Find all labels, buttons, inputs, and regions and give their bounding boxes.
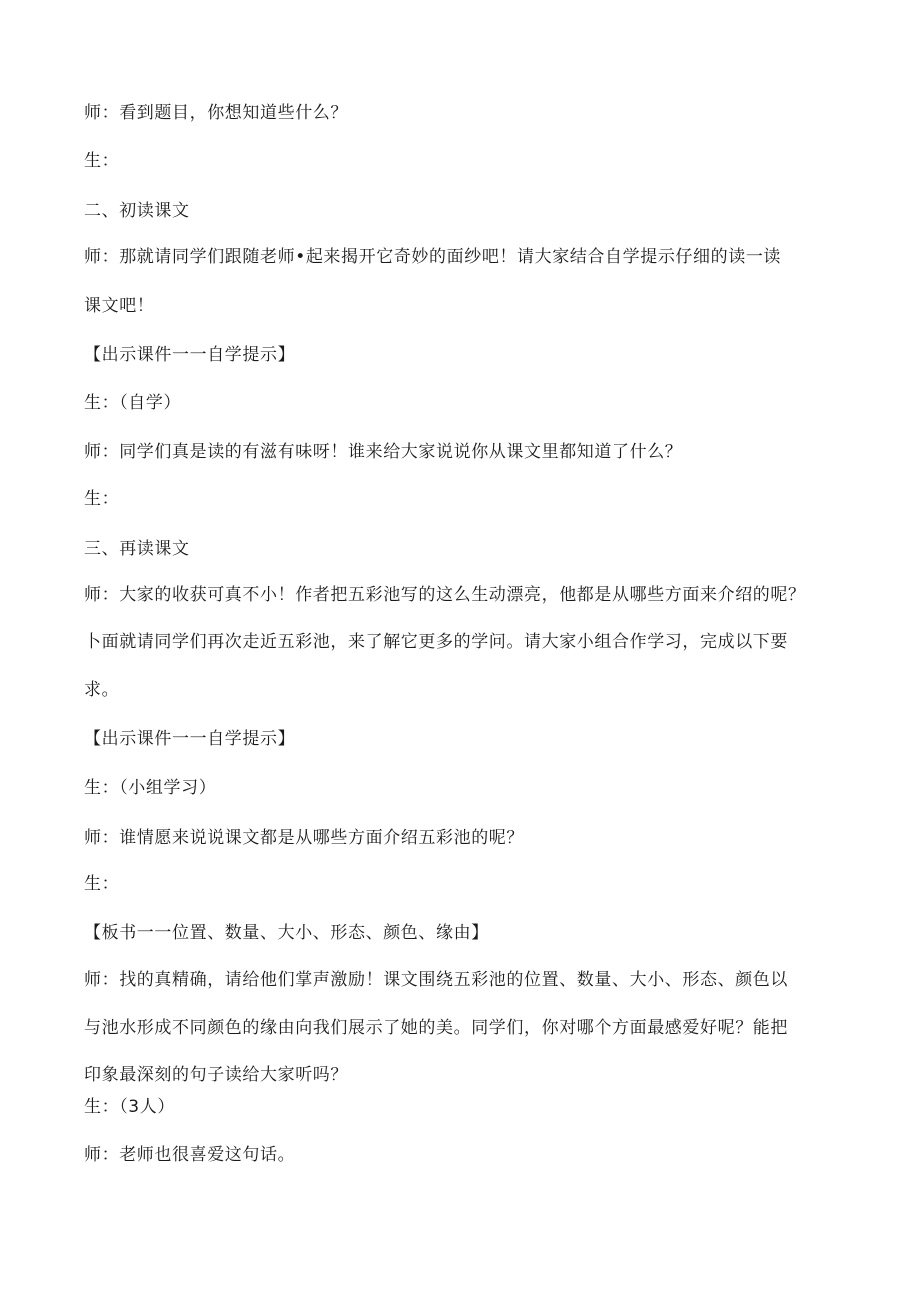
text-line: 【出示课件一一自学提示】 bbox=[84, 345, 296, 365]
text-line: 课文吧！ bbox=[84, 296, 155, 316]
text-line: 师：老师也很喜爱这句话。 bbox=[84, 1145, 296, 1165]
text-line: 【出示课件一一自学提示】 bbox=[84, 729, 296, 749]
text-line: 卜面就请同学们再次走近五彩池，来了解它更多的学问。请大家小组合作学习，完成以下要 bbox=[84, 632, 788, 652]
text-line: 生：（自学） bbox=[84, 393, 182, 413]
text-line: 师：大家的收获可真不小！作者把五彩池写的这么生动漂亮，他都是从哪些方面来介绍的呢？ bbox=[84, 585, 806, 605]
text-line: 师：找的真精确，请给他们掌声激励！课文围绕五彩池的位置、数量、大小、形态、颜色以 bbox=[84, 970, 788, 990]
section-heading: 二、初读课文 bbox=[84, 201, 190, 221]
text-line: 生： bbox=[84, 874, 120, 894]
text-line: 生： bbox=[84, 151, 120, 171]
text-line: 师：谁情愿来说说课文都是从哪些方面介绍五彩池的呢？ bbox=[84, 828, 524, 848]
text-line: 与池水形成不同颜色的缘由向我们展示了她的美。同学们，你对哪个方面最感爱好呢？能把 bbox=[84, 1018, 788, 1038]
text-line: 生：（小组学习） bbox=[84, 778, 217, 798]
text-line: 师：那就请同学们跟随老师•起来揭开它奇妙的面纱吧！请大家结合自学提示仔细的读一读 bbox=[84, 247, 782, 267]
text-line: 【板书一一位置、数量、大小、形态、颜色、缘由】 bbox=[84, 923, 489, 943]
section-heading: 三、再读课文 bbox=[84, 539, 190, 559]
text-line: 印象最深刻的句子读给大家听吗？ bbox=[84, 1065, 348, 1085]
text-line: 求。 bbox=[84, 680, 120, 700]
text-line: 师：同学们真是读的有滋有味呀！谁来给大家说说你从课文里都知道了什么？ bbox=[84, 442, 683, 462]
text-line: 生： bbox=[84, 489, 120, 509]
text-line: 师：看到题目，你想知道些什么？ bbox=[84, 103, 348, 123]
text-line: 生：（3人） bbox=[84, 1097, 175, 1117]
